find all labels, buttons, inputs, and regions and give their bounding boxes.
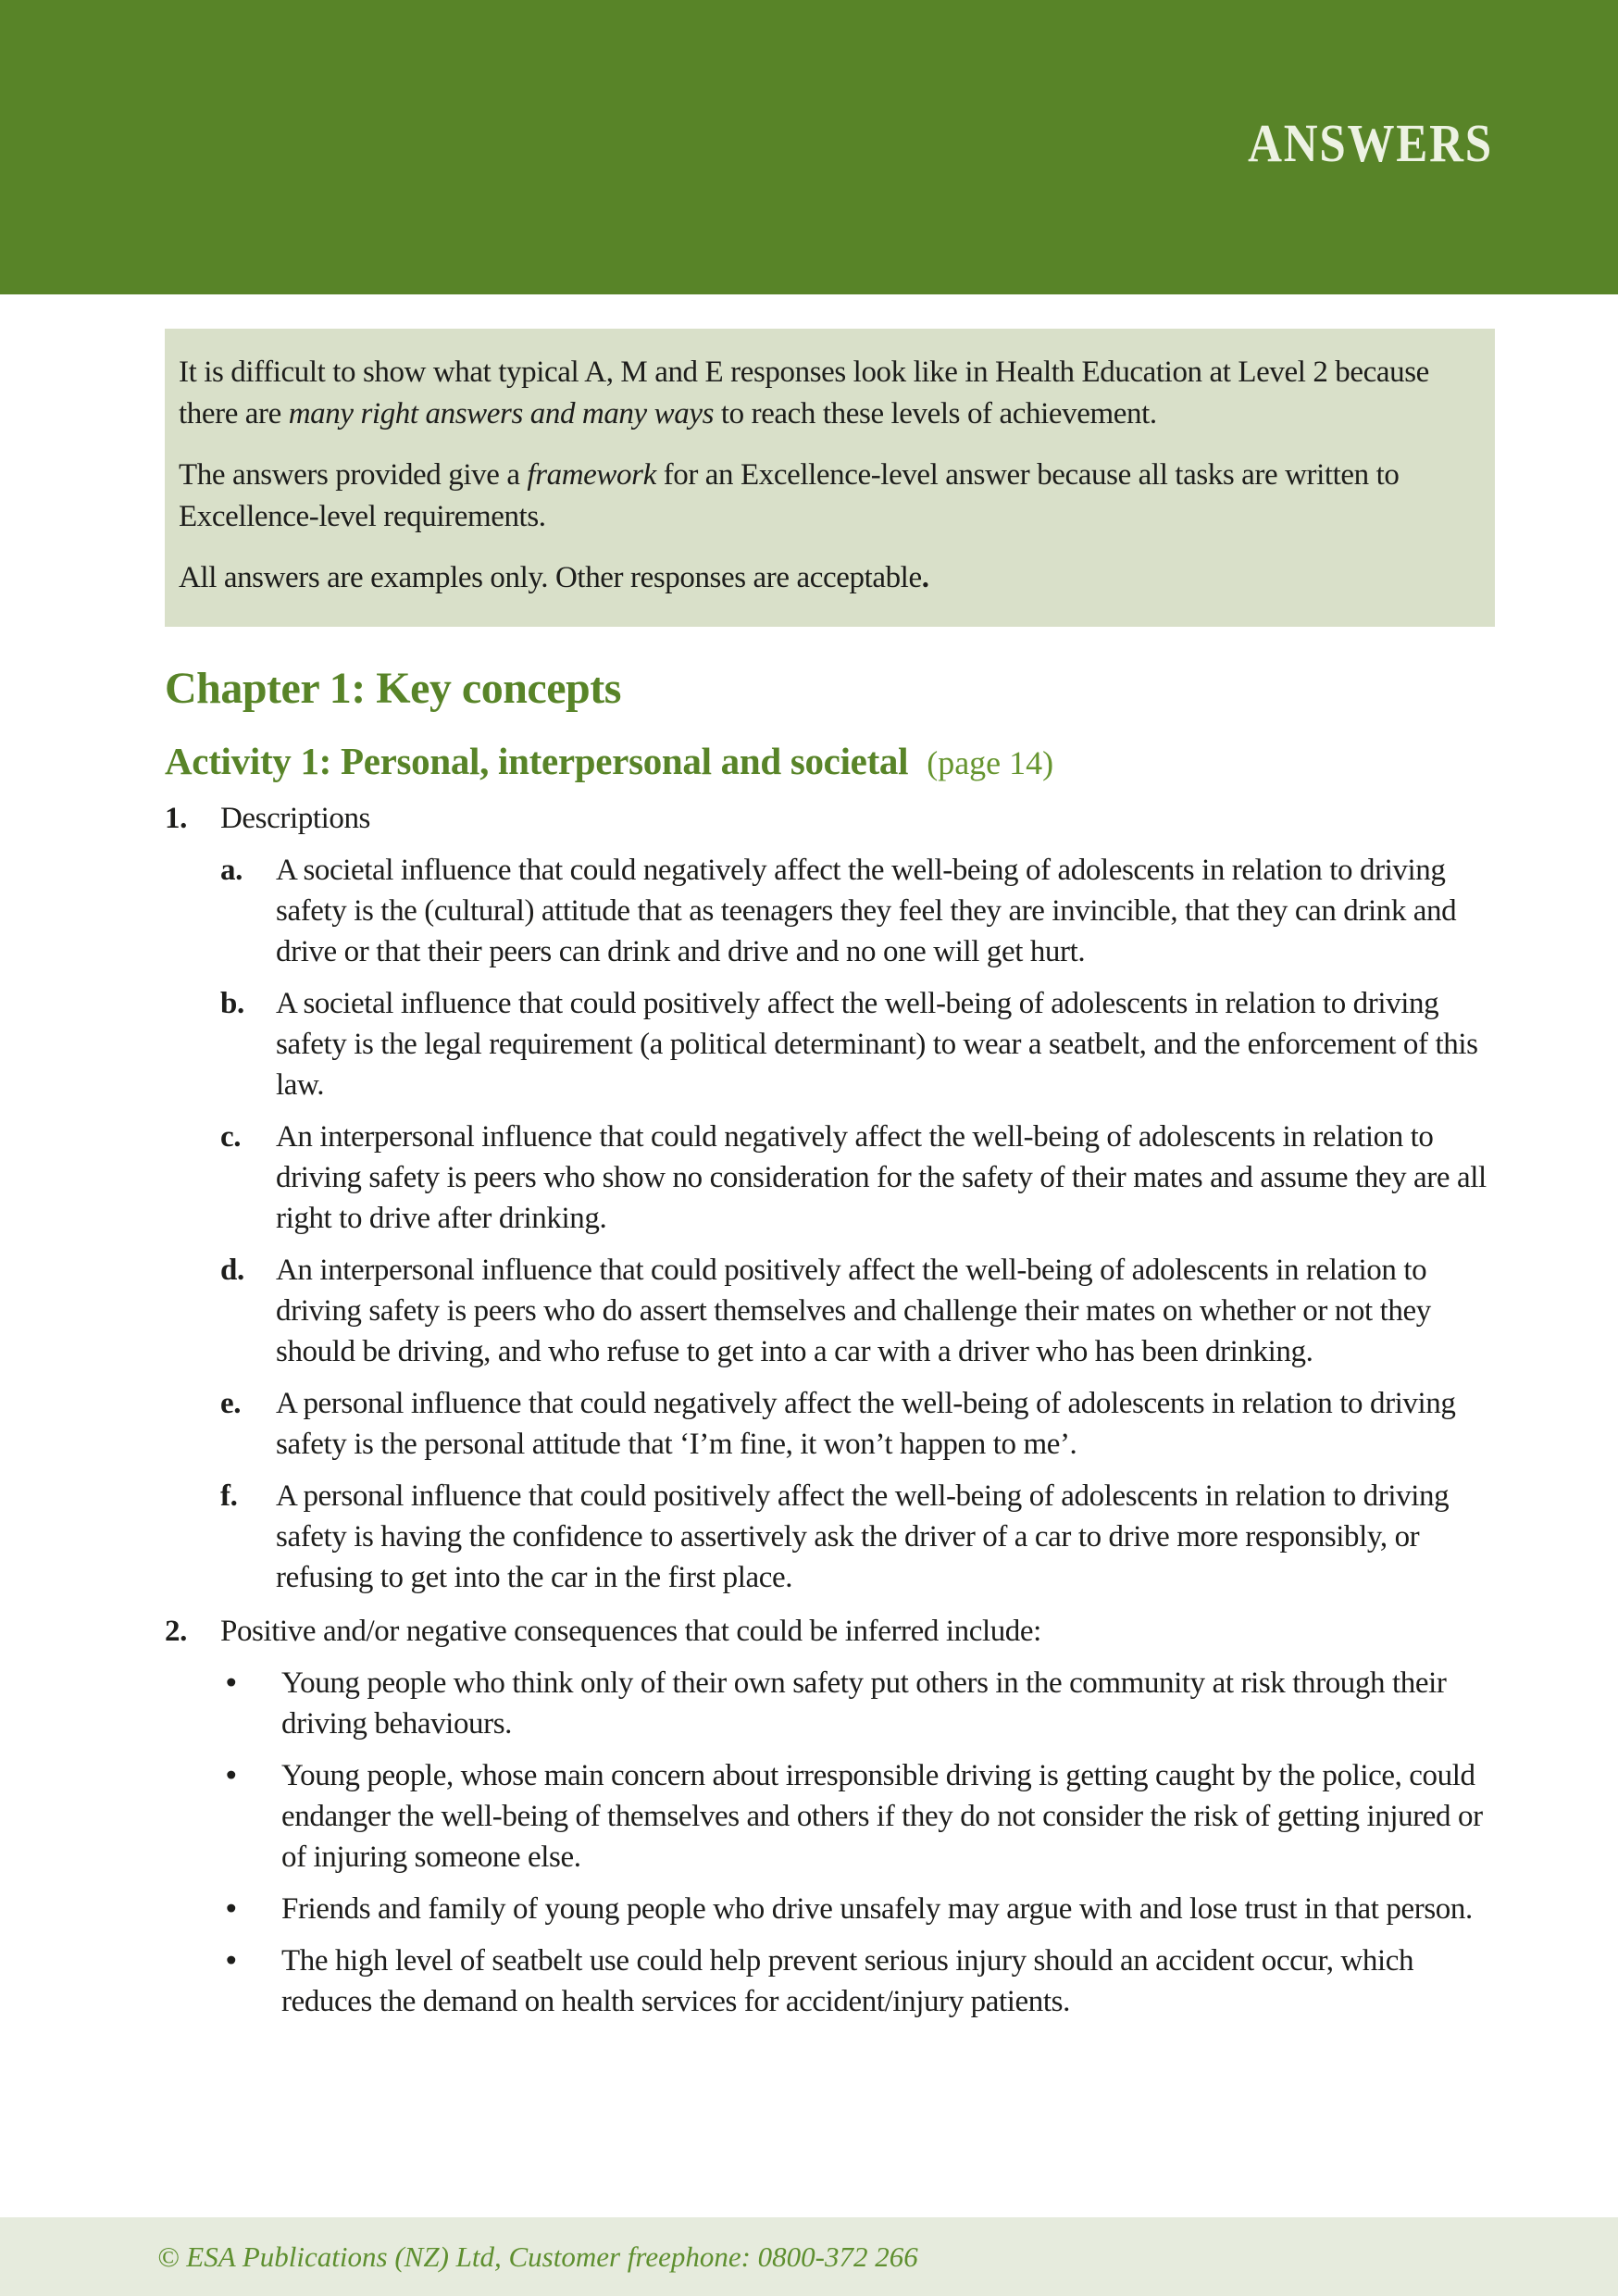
answers-list	[165, 798, 1498, 2022]
bullet-text: Young people, whose main concern about irresponsible driving is getting caught by the police, could endanger the well-being of themselves and others if they do not consider the risk of getting injured or of injuring someone else.	[281, 1759, 1483, 1874]
bullet-text: Friends and family of young people who drive unsafely may argue with and lose trust in that person.	[281, 1892, 1473, 1926]
sub-item-text: A societal influence that could positively affect the well-being of adolescents in relation to driving safety is the legal requirement (a political determinant) to wear a seatbelt, and the enforcement of this law.	[276, 987, 1478, 1102]
sub-item-marker: f.	[220, 1479, 238, 1513]
sub-item	[220, 1250, 1498, 1372]
intro-text-segment: for an Excellence-level answer because all tasks are written to Excellence-level requirements.	[179, 458, 1400, 533]
sub-item	[220, 983, 1498, 1105]
sub-item-marker: b.	[220, 987, 244, 1020]
sub-item-marker: c.	[220, 1120, 242, 1154]
sub-item	[220, 1383, 1498, 1465]
bullet-icon: •	[226, 1944, 237, 1978]
sub-item-text: A personal influence that could positively affect the well-being of adolescents in relation to driving safety is having the confidence to assertively ask the driver of a car to drive more responsibly, or refusing to get into the car in the first place.	[276, 1479, 1450, 1594]
bullet-item	[220, 1663, 1498, 1744]
bullet-icon: •	[226, 1759, 237, 1792]
question-number: 2.	[165, 1615, 187, 1648]
chapter-heading: Chapter 1: Key concepts	[165, 664, 621, 713]
footer-copyright: © ESA Publications (NZ) Ltd, Customer freephone: 0800-372 266	[157, 2240, 918, 2273]
bullet-item	[220, 1940, 1498, 2022]
intro-paragraph	[179, 557, 1456, 599]
intro-paragraph	[179, 352, 1456, 435]
activity-page-ref: (page 14)	[927, 744, 1054, 781]
intro-note-box	[165, 329, 1495, 627]
sub-item-text: A societal influence that could negatively affect the well-being of adolescents in relation to driving safety is the (cultural) attitude that as teenagers they feel they are invincible, that they can drink and drive or that their peers can drink and drive and no one will get hurt.	[276, 854, 1457, 968]
sub-item-text: An interpersonal influence that could positively affect the well-being of adolescents in relation to driving safety is peers who do assert themselves and challenge their mates on whether or not they should be driving, and who refuse to get into a car with a driver who has been drinking.	[276, 1254, 1431, 1368]
intro-text-segment: to reach these levels of achievement.	[714, 397, 1157, 430]
sub-item-marker: d.	[220, 1254, 244, 1287]
bullet-item	[220, 1889, 1498, 1929]
footer-band	[0, 2217, 1618, 2296]
bullet-text: The high level of seatbelt use could help prevent serious injury should an accident occur, which reduces the demand on health services for accident/injury patients.	[281, 1944, 1414, 2018]
intro-text-segment: .	[921, 561, 929, 594]
question-text: Descriptions	[220, 802, 371, 835]
intro-paragraph	[179, 455, 1456, 538]
question-row	[165, 1611, 1498, 2022]
sub-item-text: An interpersonal influence that could negatively affect the well-being of adolescents in relation to driving safety is peers who show no consideration for the safety of their mates and assume they are all right to drive after drinking.	[276, 1120, 1487, 1235]
question-text: Positive and/or negative consequences that could be inferred include:	[220, 1615, 1041, 1648]
intro-text-segment: The answers provided give a	[179, 458, 528, 492]
intro-text-segment: It is difficult to show what typical A, M and E responses look like in Health Education at Level 2 because there are	[179, 356, 1429, 430]
header-band	[0, 0, 1618, 294]
question-body	[220, 1611, 1498, 2022]
sub-item	[220, 850, 1498, 972]
activity-heading	[165, 741, 1053, 782]
bullet-icon: •	[226, 1666, 237, 1700]
sub-item	[220, 1117, 1498, 1239]
activity-title: Activity 1: Personal, interpersonal and societal	[165, 740, 909, 782]
bullet-item	[220, 1755, 1498, 1878]
page-title: ANSWERS	[1248, 113, 1493, 173]
question-row	[165, 798, 1498, 1598]
sub-item-marker: a.	[220, 854, 243, 887]
sub-item-marker: e.	[220, 1387, 242, 1420]
question-body	[220, 798, 1498, 1598]
sub-item-text: A personal influence that could negatively affect the well-being of adolescents in relation to driving safety is the personal attitude that ‘I’m fine, it won’t happen to me’.	[276, 1387, 1456, 1461]
intro-text-segment: framework	[527, 458, 656, 492]
intro-text-segment: many right answers and many ways	[288, 397, 715, 430]
question-number: 1.	[165, 802, 187, 835]
bullet-text: Young people who think only of their own safety put others in the community at risk through their driving behaviours.	[281, 1666, 1447, 1741]
sub-item	[220, 1476, 1498, 1598]
bullet-icon: •	[226, 1892, 237, 1926]
intro-text-segment: All answers are examples only. Other responses are acceptable	[179, 561, 922, 594]
